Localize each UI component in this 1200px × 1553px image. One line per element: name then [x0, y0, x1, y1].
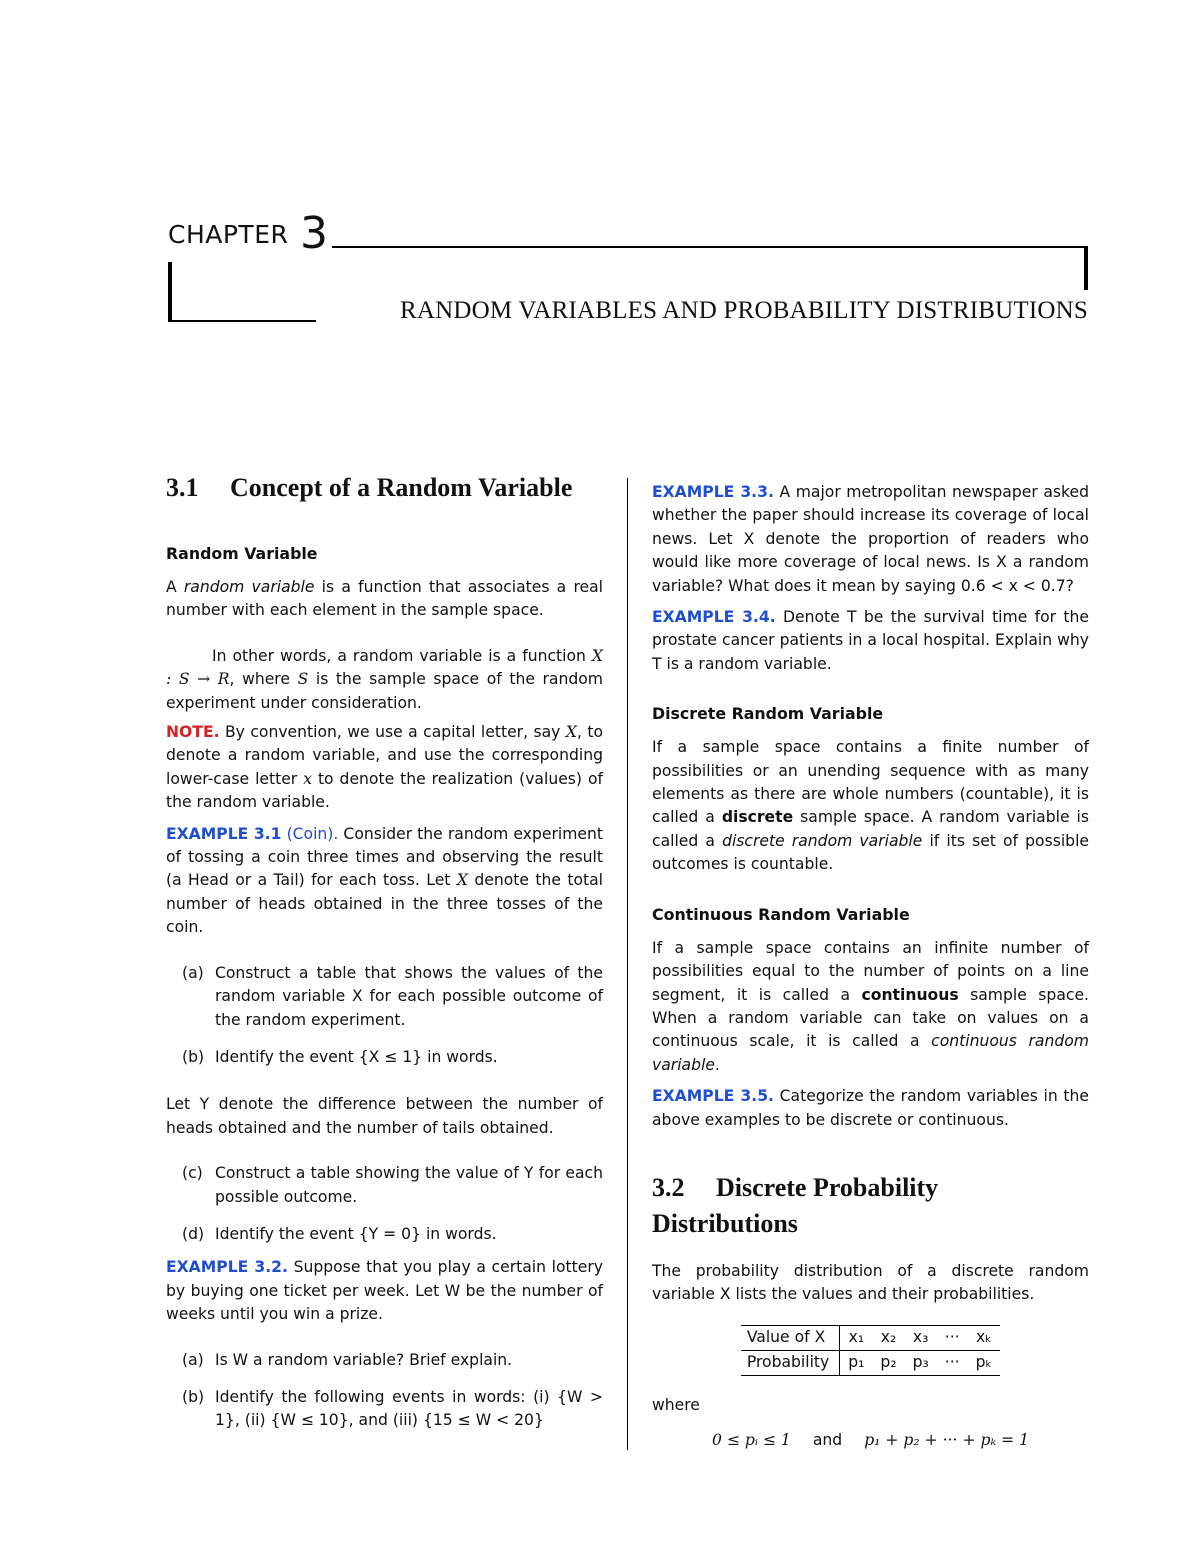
table-cell: pₖ	[968, 1350, 1001, 1375]
table-cell: ···	[937, 1325, 968, 1350]
section-3-1-heading	[166, 470, 603, 506]
example-label: EXAMPLE 3.3.	[652, 483, 774, 501]
table-cell: p₁	[840, 1350, 873, 1375]
section-3-2-heading	[652, 1170, 1089, 1242]
example-label: EXAMPLE 3.5.	[652, 1087, 774, 1106]
table-cell: Value of X	[741, 1325, 840, 1350]
note-label: NOTE.	[166, 723, 220, 742]
column-divider	[627, 478, 628, 1450]
where-text: where	[652, 1395, 700, 1414]
list-item: (a) Is W a random variable? Brief explain.	[182, 1350, 513, 1369]
list-item: (d) Identify the event {Y = 0} in words.	[182, 1224, 497, 1243]
let-y-paragraph: Let Y denote the difference between the number of heads obtained and the number of tails obtained.	[166, 1095, 603, 1137]
table-row	[741, 1325, 1000, 1350]
chapter-word: CHAPTER	[168, 220, 289, 249]
example-3-1-items-cd	[166, 1162, 603, 1246]
section-title: Discrete Probability Distributions	[652, 1172, 939, 1238]
distribution-table-wrap	[652, 1325, 1089, 1376]
example-3-1: EXAMPLE 3.1 (Coin). Consider the random experiment of tossing a coin three times and observing the result (a Head or a Tail) for each toss. Let X denote the total number of heads obtained in the three tosses of the coin.	[166, 824, 603, 937]
discrete-rv-paragraph: If a sample space contains a finite number of possibilities or an unending sequence with as many elements as there are whole numbers (countable), it is called a discrete sample space. A random variable is called a discrete random variable if its set of possible outcomes is countable.	[652, 738, 1090, 874]
example-3-2-items	[166, 1349, 603, 1433]
table-cell: Probability	[741, 1350, 840, 1375]
continuous-rv-heading: Continuous Random Variable	[652, 904, 910, 924]
example-name: (Coin).	[286, 824, 339, 843]
discrete-rv-heading: Discrete Random Variable	[652, 704, 884, 724]
chapter-top-rule	[332, 246, 1088, 248]
distribution-table	[741, 1325, 1000, 1376]
section-number: 3.2	[652, 1172, 685, 1202]
random-variable-definition: A random variable is a function that associates a real number with each element in the sample space.	[166, 578, 603, 620]
continuous-rv-paragraph: If a sample space contains an infinite number of possibilities equal to the number of points on a line segment, it is called a continuous sample space. When a random variable can take on values on a continuous scale, it is called a continuous random variable.	[652, 938, 1090, 1074]
table-cell: p₂	[872, 1350, 904, 1375]
example-3-4: EXAMPLE 3.4. Denote T be the survival time for the prostate cancer patients in a local hospital. Explain why T is a random variable.	[652, 608, 1089, 673]
list-item: (b) Identify the event {X ≤ 1} in words.	[182, 1047, 498, 1066]
example-label: EXAMPLE 3.4.	[652, 608, 776, 627]
probability-distribution-paragraph: The probability distribution of a discrete random variable X lists the values and their probabilities.	[652, 1261, 1089, 1304]
right-column	[652, 481, 1089, 1453]
note-paragraph: NOTE. By convention, we use a capital letter, say X, to denote a random variable, and use the corresponding lower-case letter x to denote the realization (values) of the random variable.	[166, 723, 603, 812]
chapter-bottom-rule	[168, 320, 316, 322]
example-3-3: EXAMPLE 3.3. A major metropolitan newspaper asked whether the paper should increase its coverage of local news. Let X denote the proportion of readers who would like more coverage of local news. Is X a random variable? What does it mean by saying 0.6 < x < 0.7?	[652, 483, 1089, 595]
list-item: (c) Construct a table showing the value of Y for each possible outcome.	[182, 1164, 603, 1206]
table-cell: xₖ	[968, 1325, 1001, 1350]
probability-constraint-formula: 0 ≤ pᵢ ≤ 1 and p₁ + p₂ + ··· + pₖ = 1	[711, 1431, 1030, 1450]
example-label: EXAMPLE 3.2.	[166, 1258, 288, 1277]
section-title: Concept of a Random Variable	[230, 473, 573, 502]
example-3-1-items	[166, 962, 603, 1070]
list-item: (a) Construct a table that shows the values of the random variable X for each possible outcome of the random experiment.	[182, 963, 603, 1029]
table-cell: x₂	[872, 1325, 904, 1350]
example-label: EXAMPLE 3.1	[166, 824, 282, 843]
chapter-title: RANDOM VARIABLES AND PROBABILITY DISTRIBUTIONS	[400, 297, 1088, 324]
table-row	[741, 1350, 1000, 1375]
example-3-2: EXAMPLE 3.2. Suppose that you play a certain lottery by buying one ticket per week. Let W be the number of weeks until you win a prize.	[166, 1258, 603, 1324]
example-3-5: EXAMPLE 3.5. Categorize the random variables in the above examples to be discrete or continuous.	[652, 1087, 1089, 1129]
section-number: 3.1	[166, 473, 199, 502]
chapter-left-bar	[168, 262, 172, 322]
table-cell: x₁	[840, 1325, 873, 1350]
random-variable-heading: Random Variable	[166, 544, 318, 563]
in-other-words-paragraph: In other words, a random variable is a function X : S → R, where S is the sample space of the random experiment under consideration.	[166, 646, 604, 712]
chapter-number: 3	[300, 208, 328, 259]
table-cell: ···	[937, 1350, 968, 1375]
chapter-right-bar	[1084, 246, 1088, 290]
table-cell: p₃	[905, 1350, 937, 1375]
table-cell: x₃	[905, 1325, 937, 1350]
left-column	[166, 470, 603, 1433]
list-item: (b) Identify the following events in words: (i) {W > 1}, (ii) {W ≤ 10}, and (iii) {15 ≤ W < 20}	[182, 1387, 603, 1430]
